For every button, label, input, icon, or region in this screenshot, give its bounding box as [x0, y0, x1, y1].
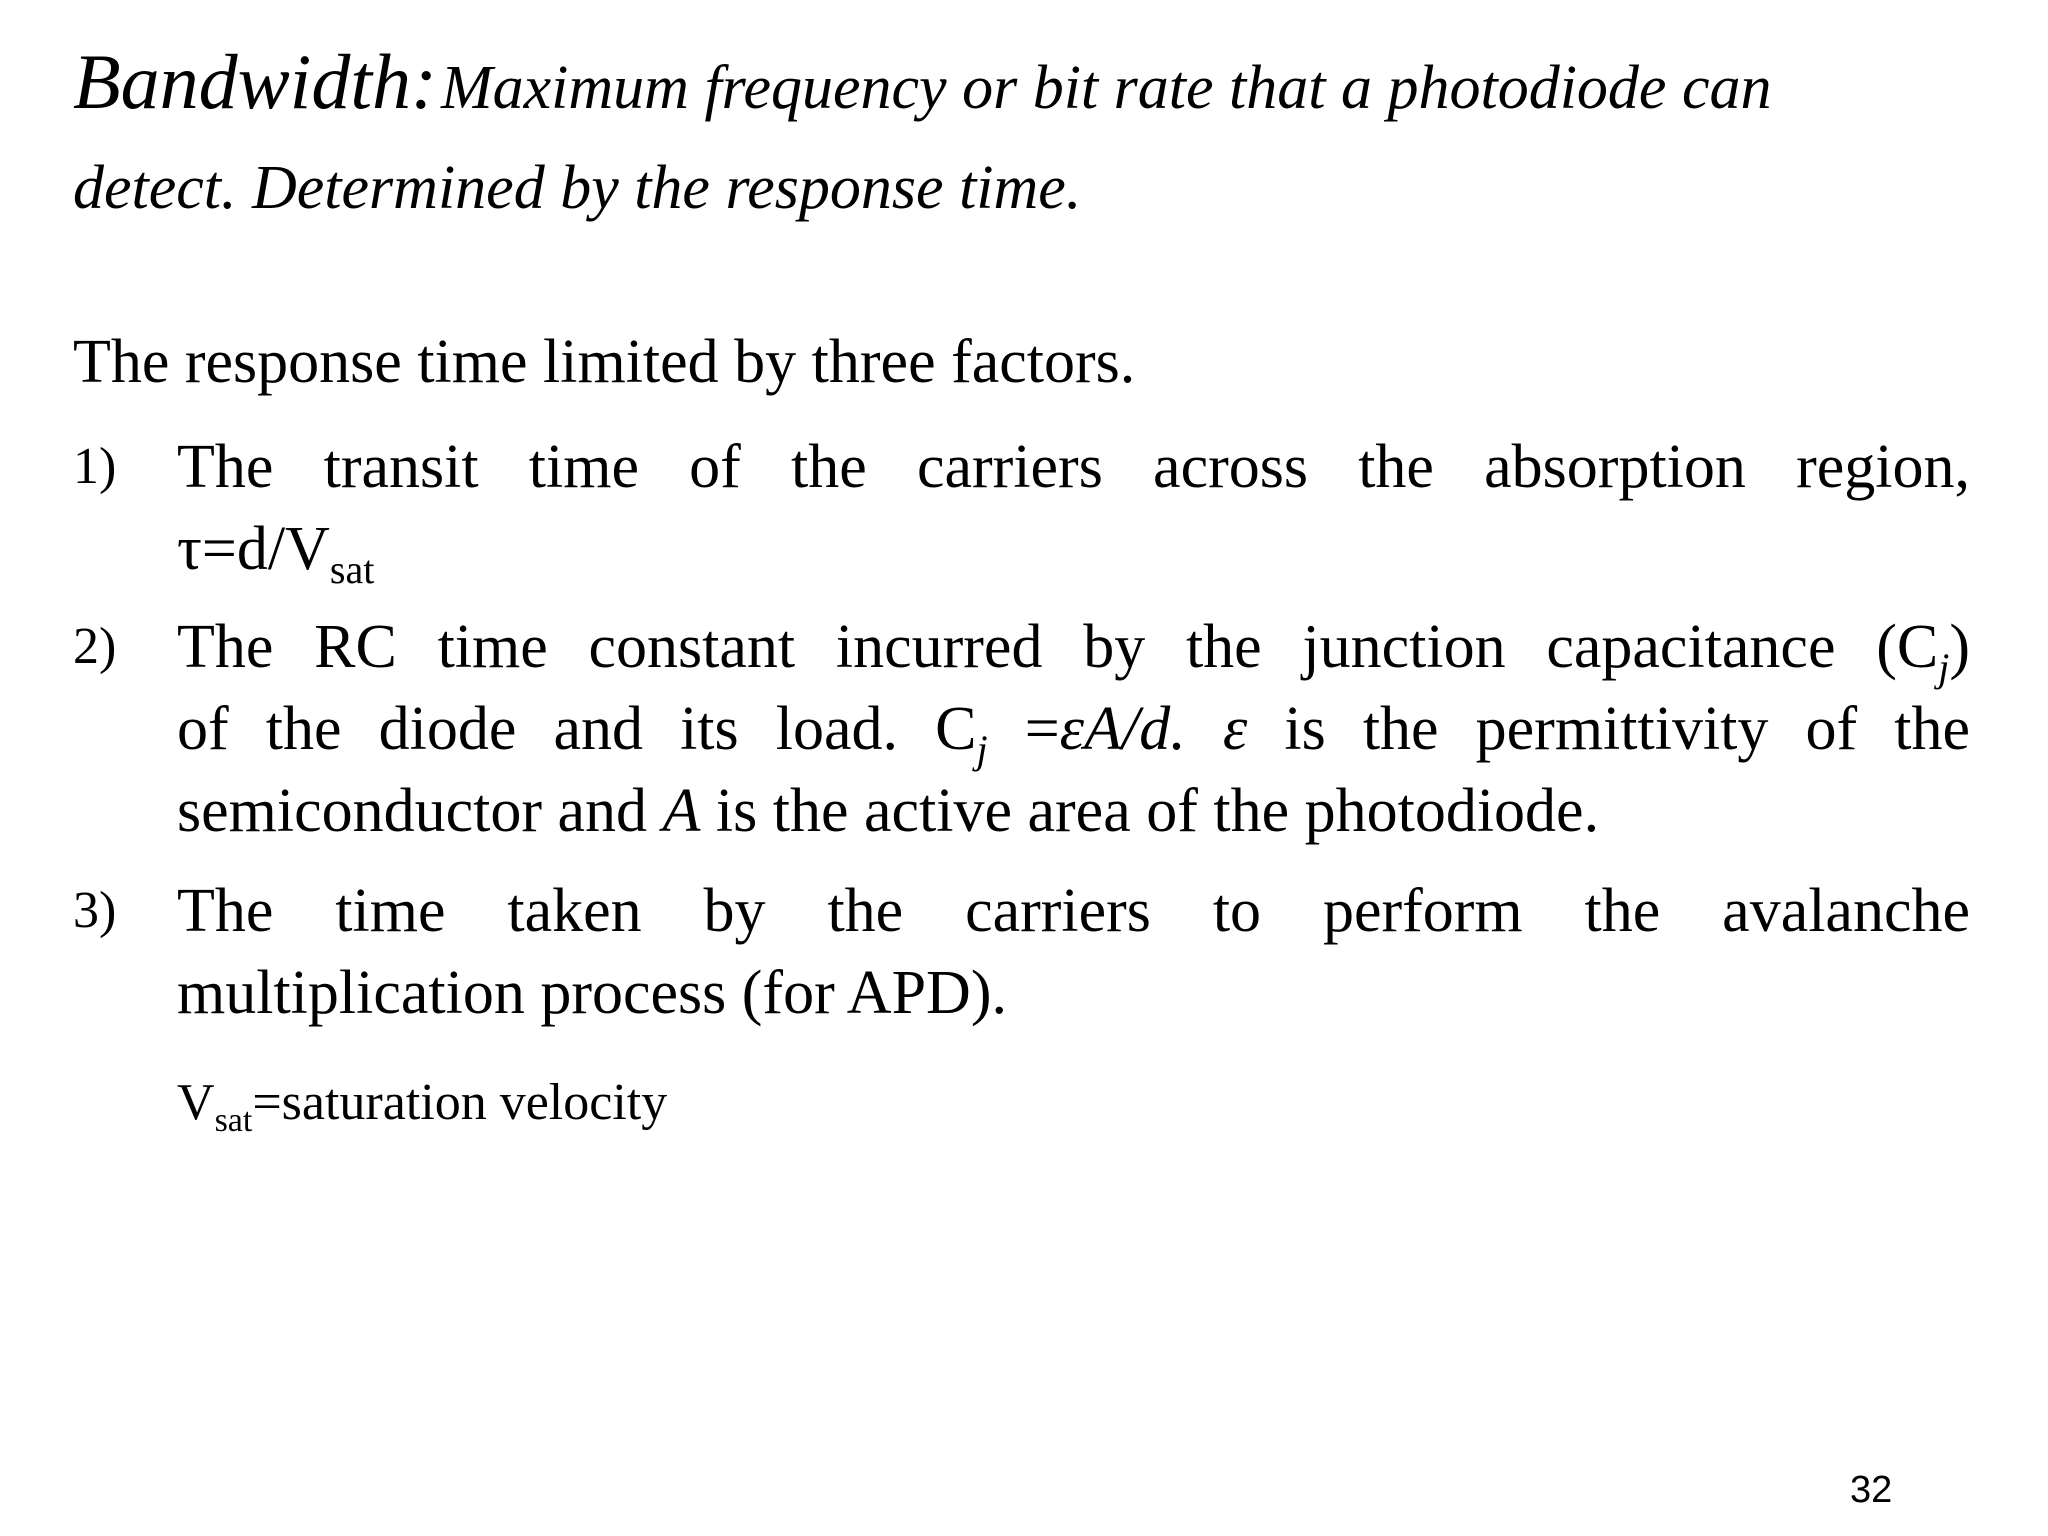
- list-item-text: [177, 870, 1970, 1034]
- list-item-line: The RC time constant incurred by the junction capacitance $(C_j)$: [177, 613, 1970, 690]
- list-item-text: [177, 606, 1970, 852]
- subscript: j: [1938, 645, 1950, 690]
- title-line1-rest: Maximum frequency or bit rate that a photodiode can: [441, 54, 1772, 122]
- list-item-text: [177, 426, 1970, 590]
- epsilon-symbol: ε: [1222, 695, 1248, 763]
- title-keyword: Bandwidth:: [73, 38, 437, 125]
- area-symbol: A: [662, 777, 701, 845]
- title-line2: detect. Determined by the response time.: [73, 154, 1082, 222]
- list-item-number: 2): [73, 618, 117, 675]
- list-item-line: multiplication process (for APD).: [177, 959, 1007, 1027]
- subscript: sat: [329, 547, 375, 592]
- list-item-line: semiconductor and A is the active area of the photodiode.: [177, 777, 1600, 845]
- list-item-line: of the diode and its load. $C_j =\varepsilon A/d$. ε is the permittivity of the: [177, 695, 1971, 772]
- subscript: sat: [214, 1102, 253, 1139]
- list-item-line: [177, 508, 1970, 590]
- list-item-number: 3): [73, 882, 117, 939]
- footnote: $V_{sat}=saturation$ velocity: [177, 1074, 668, 1139]
- tau-formula: τ=d/V: [177, 515, 330, 583]
- list-item-number: 1): [73, 438, 117, 495]
- list-item-line: The time taken by the carriers to perform the avalanche: [177, 877, 1970, 945]
- page-number: 32: [1850, 1469, 1893, 1511]
- capacitance-formula: εA/d.: [1059, 695, 1186, 763]
- slide-title: [73, 40, 1973, 230]
- intro-text: The response time limited by three factors.: [73, 328, 1136, 396]
- list-item-line: The transit time of the carriers across the absorption region,: [177, 433, 1970, 501]
- subscript: j: [976, 727, 988, 772]
